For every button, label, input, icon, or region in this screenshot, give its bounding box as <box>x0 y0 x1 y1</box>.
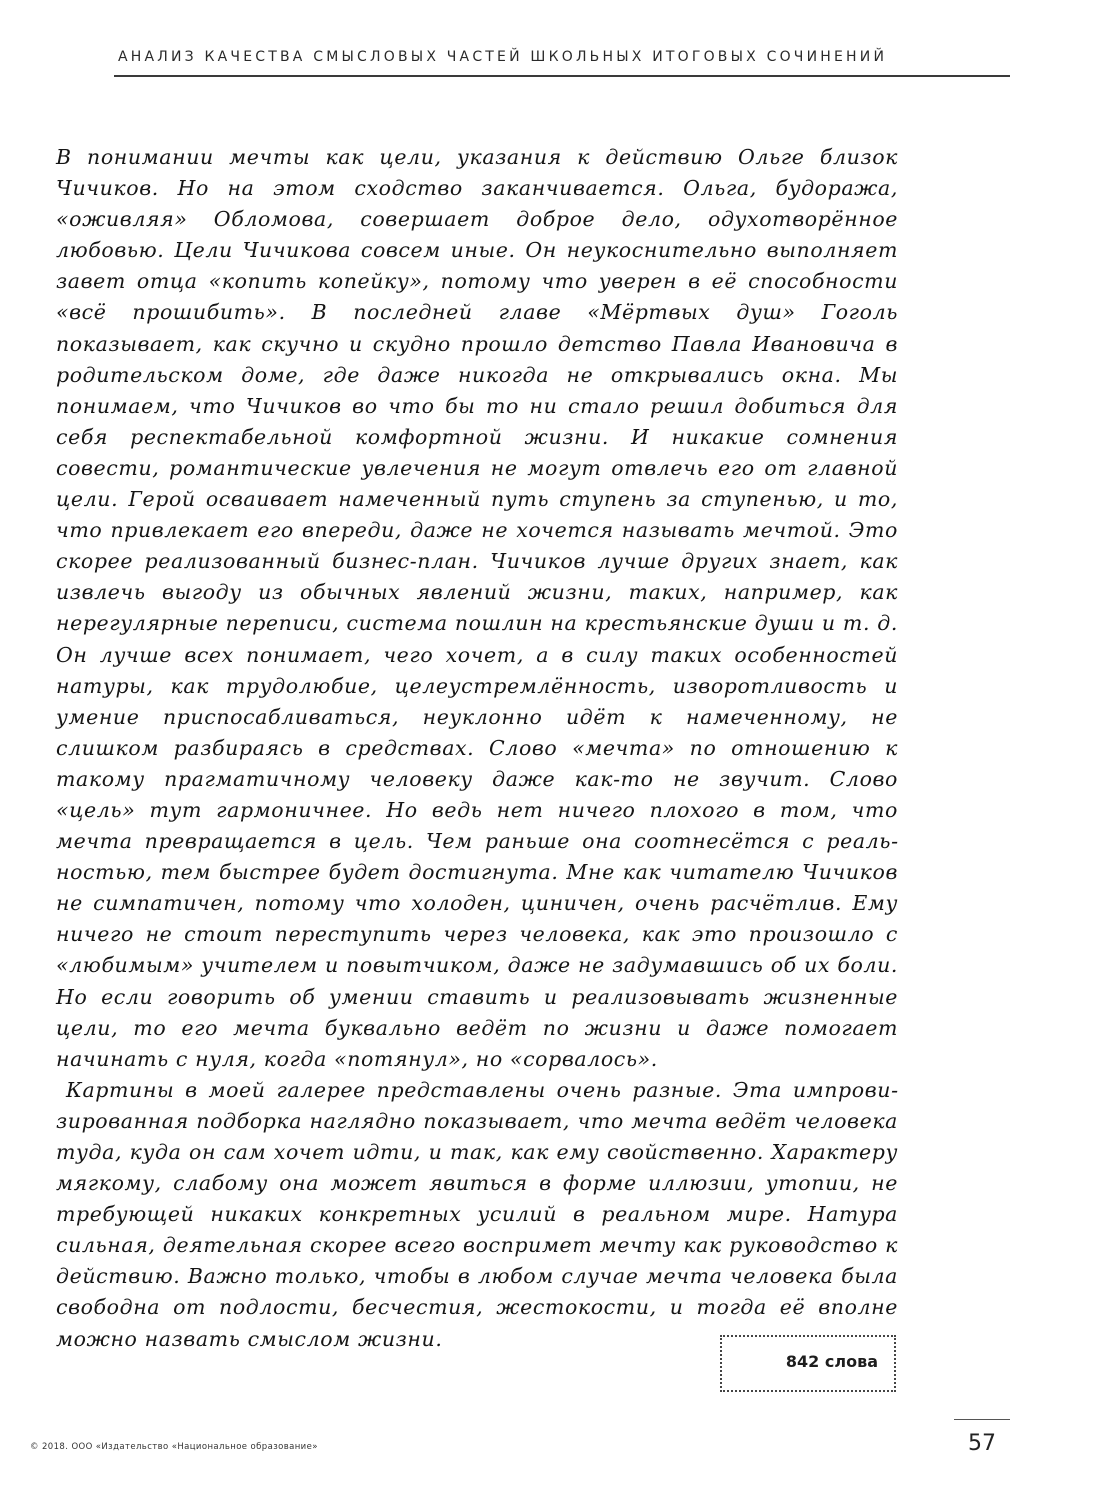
essay-paragraph-2: Картины в моей галерее представлены очень разные. Эта импровизированная подборка наглядно показывает, что мечта ведёт человека туда, куда он сам хочет идти, и так, как ему свойственно. Характеру мягкому, слабому она может явиться в форме иллюзии, утопии, не требующей никаких конкретных усилий в реальном мире. Натура сильная, деятельная скорее всего воспримет мечту как руководство к действию. Важно только, чтобы в любом случае мечта человека была свободна от подлости, бесчестия, жестокости, и тогда её вполне можно назвать смыслом жизни. <box>56 1077 898 1351</box>
word-count-box <box>720 1335 896 1392</box>
header-rule <box>114 75 1010 77</box>
essay-paragraph-1: В понимании мечты как цели, указания к действию Ольге близок Чичиков. Но на этом сходство заканчивается. Ольга, будоража, «оживляя» Обломова, совершает доброе дело, одухотворённое любовью. Цели Чичикова совсем иные. Он неукоснительно выполняет завет отца «копить копейку», потому что уверен в её способности «всё прошибить». В последней главе «Мёртвых душ» Гоголь показывает, как скучно и скудно прошло детство Павла Ивановича в родительском доме, где даже никогда не открывались окна. Мы понимаем, что Чичиков во что бы то ни стало решил добиться для себя респектабельной комфортной жизни. И никакие сомнения совести, романтические увлечения не могут отвлечь его от главной цели. Герой осваивает намеченный путь ступень за ступенью, и то, что привлекает его впереди, даже не хочется называть мечтой. Это скорее реализованный бизнес-план. Чичиков лучше других знает, как извлечь выгоду из обычных явлений жизни, таких, например, как нерегулярные переписи, система пошлин на крестьянские души и т. д. Он лучше всех понимает, чего хочет, а в силу таких особенностей натуры, как трудолюбие, целеустремлённость, изворотливость и умение приспосабливаться, неуклонно идёт к намеченному, не слишком разбираясь в средствах. Слово «мечта» по отношению к такому прагматичному человеку даже как-то не звучит. Слово «цель» тут гармоничнее. Но ведь нет ничего плохого в том, что мечта превращается в цель. Чем раньше она соотнесётся с реальностью, тем быстрее будет достигнута. Мне как читателю Чичиков не симпатичен, потому что холоден, циничен, очень расчётлив. Ему ничего не стоит переступить через человека, как это произошло с «любимым» учителем и повытчиком, даже не задумавшись об их боли. Но если говорить об умении ставить и реализовывать жизненные цели, то его мечта буквально ведёт по жизни и даже помогает начинать с нуля, когда «потянул», но «сорвалось». <box>56 145 898 1071</box>
essay-body <box>56 142 898 1355</box>
word-count-label: 842 слова <box>785 1352 878 1371</box>
footer-rule <box>954 1419 1010 1420</box>
page-number: 57 <box>968 1431 996 1456</box>
footer-copyright: © 2018. ООО «Издательство «Национальное образование» <box>30 1442 318 1452</box>
running-head-title: АНАЛИЗ КАЧЕСТВА СМЫСЛОВЫХ ЧАСТЕЙ ШКОЛЬНЫХ ИТОГОВЫХ СОЧИНЕНИЙ <box>118 49 888 65</box>
